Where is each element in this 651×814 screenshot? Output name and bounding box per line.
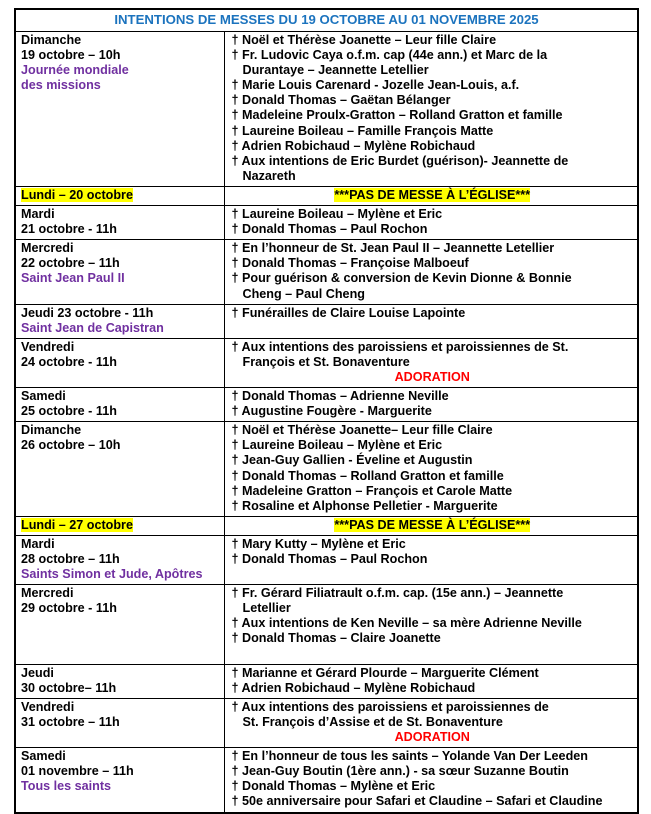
intention-line: † Adrien Robichaud – Mylène Robichaud bbox=[231, 680, 476, 695]
intentions-cell bbox=[224, 32, 638, 187]
intention-line: † Augustine Fougère - Marguerite bbox=[231, 404, 432, 419]
intention-line: † Donald Thomas – Rolland Gratton et famille bbox=[231, 468, 504, 483]
feast-day-label: Saint Jean Paul II bbox=[21, 271, 125, 286]
intentions-cell bbox=[224, 304, 638, 338]
date-line: Jeudi bbox=[21, 665, 54, 680]
intention-line-continuation: Durantaye – Jeannette Letellier bbox=[242, 63, 429, 78]
intention-line: † Donald Thomas – Mylène et Eric bbox=[231, 779, 436, 794]
intentions-cell bbox=[224, 186, 638, 205]
intentions-cell bbox=[224, 422, 638, 517]
intention-line: † 50e anniversaire pour Safari et Claudine – Safari et Claudine bbox=[231, 794, 603, 809]
table-row bbox=[15, 585, 638, 664]
intentions-cell bbox=[224, 240, 638, 304]
intention-line: † Noël et Thérèse Joanette– Leur fille Claire bbox=[231, 423, 493, 438]
table-row bbox=[15, 748, 638, 813]
date-line: 24 octobre - 11h bbox=[21, 354, 117, 369]
table-row bbox=[15, 304, 638, 338]
date-line: Mercredi bbox=[21, 586, 74, 601]
table-row bbox=[15, 206, 638, 240]
date-line: 19 octobre – 10h bbox=[21, 48, 121, 63]
adoration-notice: ADORATION bbox=[394, 730, 470, 745]
date-line: 26 octobre – 10h bbox=[21, 438, 121, 453]
table-row bbox=[15, 186, 638, 205]
table-row bbox=[15, 698, 638, 747]
intention-line: † Donald Thomas – Claire Joanette bbox=[231, 631, 441, 646]
intention-line: † Aux intentions des paroissiens et paroissiennes de bbox=[231, 699, 549, 714]
date-line: 29 octobre - 11h bbox=[21, 601, 117, 616]
date-line: 25 octobre - 11h bbox=[21, 404, 117, 419]
date-cell bbox=[15, 535, 224, 584]
intentions-cell bbox=[224, 664, 638, 698]
intentions-cell bbox=[224, 516, 638, 535]
intention-line: † Funérailles de Claire Louise Lapointe bbox=[231, 305, 466, 320]
intention-line-continuation: François et St. Bonaventure bbox=[242, 354, 410, 369]
highlight: ***PAS DE MESSE À L’ÉGLISE*** bbox=[334, 187, 531, 202]
table-row bbox=[15, 338, 638, 387]
intention-line: † Laureine Boileau – Mylène et Eric bbox=[231, 438, 443, 453]
highlight: Lundi – 27 octobre bbox=[21, 517, 133, 532]
intention-line-continuation: Cheng – Paul Cheng bbox=[242, 286, 365, 301]
table-row bbox=[15, 535, 638, 584]
intentions-cell bbox=[224, 388, 638, 422]
intention-line: † Jean-Guy Gallien - Éveline et Augustin bbox=[231, 453, 473, 468]
date-cell bbox=[15, 32, 224, 187]
date-line: 01 novembre – 11h bbox=[21, 764, 134, 779]
intention-line: † Donald Thomas – Gaëtan Bélanger bbox=[231, 93, 451, 108]
date-line: 22 octobre – 11h bbox=[21, 256, 120, 271]
date-line: Mardi bbox=[21, 536, 55, 551]
table-row bbox=[15, 422, 638, 517]
date-cell bbox=[15, 304, 224, 338]
intention-line: † Aux intentions de Ken Neville – sa mère Adrienne Neville bbox=[231, 616, 582, 631]
date-line: Samedi bbox=[21, 389, 66, 404]
intention-line: † Donald Thomas – Françoise Malboeuf bbox=[231, 256, 469, 271]
date-cell bbox=[15, 186, 224, 205]
intention-line: † Marianne et Gérard Plourde – Marguerite Clément bbox=[231, 665, 539, 680]
mass-intentions-table bbox=[14, 8, 639, 814]
table-row bbox=[15, 240, 638, 304]
intention-line: † Noël et Thérèse Joanette – Leur fille Claire bbox=[231, 33, 497, 47]
date-line: Dimanche bbox=[21, 423, 82, 438]
date-line: 21 octobre - 11h bbox=[21, 222, 117, 237]
no-mass-notice bbox=[232, 188, 634, 203]
intention-line: † Donald Thomas – Adrienne Neville bbox=[231, 389, 449, 404]
intention-line: † Laureine Boileau – Mylène et Eric bbox=[231, 207, 443, 222]
date-line-highlighted bbox=[21, 188, 220, 203]
date-cell bbox=[15, 240, 224, 304]
date-cell bbox=[15, 206, 224, 240]
feast-day-label: des missions bbox=[21, 78, 101, 93]
date-line: Jeudi 23 octobre - 11h bbox=[21, 305, 154, 320]
intention-line: † Mary Kutty – Mylène et Eric bbox=[231, 536, 406, 551]
no-mass-notice bbox=[232, 518, 634, 533]
intention-line: † Marie Louis Carenard - Jozelle Jean-Louis, a.f. bbox=[231, 78, 520, 93]
intention-line: † Rosaline et Alphonse Pelletier - Marguerite bbox=[231, 498, 498, 513]
intention-line: † Fr. Ludovic Caya o.f.m. cap (44e ann.) et Marc de la bbox=[231, 48, 548, 63]
date-line: 31 octobre – 11h bbox=[21, 714, 120, 729]
table-row bbox=[15, 32, 638, 187]
table-title: INTENTIONS DE MESSES DU 19 OCTOBRE AU 01 NOVEMBRE 2025 bbox=[15, 9, 638, 32]
intention-line: † Laureine Boileau – Famille François Matte bbox=[231, 123, 494, 138]
date-cell bbox=[15, 516, 224, 535]
intention-line: † Aux intentions de Eric Burdet (guérison)- Jeannette de bbox=[231, 153, 569, 168]
intention-line: † Jean-Guy Boutin (1ère ann.) - sa sœur Suzanne Boutin bbox=[231, 764, 569, 779]
intentions-cell bbox=[224, 585, 638, 664]
intention-line: † En l’honneur de tous les saints – Yolande Van Der Leeden bbox=[231, 749, 588, 764]
feast-day-label: Saint Jean de Capistran bbox=[21, 320, 164, 335]
date-line: Samedi bbox=[21, 749, 66, 764]
table-row bbox=[15, 664, 638, 698]
date-line: Vendredi bbox=[21, 699, 75, 714]
date-line: Dimanche bbox=[21, 33, 82, 47]
intention-line: † Adrien Robichaud – Mylène Robichaud bbox=[231, 138, 476, 153]
feast-day-label: Journée mondiale bbox=[21, 63, 129, 78]
intentions-cell bbox=[224, 206, 638, 240]
highlight: Lundi – 20 octobre bbox=[21, 187, 133, 202]
date-line: Mardi bbox=[21, 207, 55, 222]
table-title-row bbox=[15, 9, 638, 32]
date-line: Mercredi bbox=[21, 241, 74, 256]
intention-line: † Pour guérison & conversion de Kevin Dionne & Bonnie bbox=[231, 271, 572, 286]
intentions-cell bbox=[224, 338, 638, 387]
intention-line: † Fr. Gérard Filiatrault o.f.m. cap. (15e ann.) – Jeannette bbox=[231, 586, 564, 601]
intentions-cell bbox=[224, 698, 638, 747]
date-cell bbox=[15, 422, 224, 517]
intention-line bbox=[232, 647, 634, 662]
feast-day-label: Saints Simon et Jude, Apôtres bbox=[21, 567, 203, 582]
date-cell bbox=[15, 664, 224, 698]
date-line: 28 octobre – 11h bbox=[21, 552, 120, 566]
intention-line-continuation: Letellier bbox=[242, 601, 291, 616]
date-cell bbox=[15, 748, 224, 813]
date-line: Vendredi bbox=[21, 339, 75, 354]
adoration-notice: ADORATION bbox=[394, 369, 470, 384]
intentions-cell bbox=[224, 748, 638, 813]
date-cell bbox=[15, 698, 224, 747]
intentions-cell bbox=[224, 535, 638, 584]
intention-line-continuation: St. François d’Assise et de St. Bonaventure bbox=[242, 714, 503, 729]
intention-line: † Madeleine Gratton – François et Carole Matte bbox=[231, 483, 513, 498]
intention-line: † Madeleine Proulx-Gratton – Rolland Gratton et famille bbox=[231, 108, 563, 123]
date-line: 30 octobre– 11h bbox=[21, 680, 117, 695]
date-cell bbox=[15, 585, 224, 664]
intention-line: † Donald Thomas – Paul Rochon bbox=[231, 552, 428, 566]
feast-day-label: Tous les saints bbox=[21, 779, 112, 794]
date-cell bbox=[15, 388, 224, 422]
intention-line: † Donald Thomas – Paul Rochon bbox=[231, 222, 428, 237]
intention-line: † Aux intentions des paroissiens et paroissiennes de St. bbox=[231, 339, 569, 354]
table-row bbox=[15, 516, 638, 535]
highlight: ***PAS DE MESSE À L’ÉGLISE*** bbox=[334, 517, 531, 532]
intention-line: † En l’honneur de St. Jean Paul II – Jeannette Letellier bbox=[231, 241, 555, 256]
date-line-highlighted bbox=[21, 518, 220, 533]
intention-line-continuation: Nazareth bbox=[242, 168, 296, 183]
date-cell bbox=[15, 338, 224, 387]
table-body bbox=[15, 32, 638, 813]
table-row bbox=[15, 388, 638, 422]
